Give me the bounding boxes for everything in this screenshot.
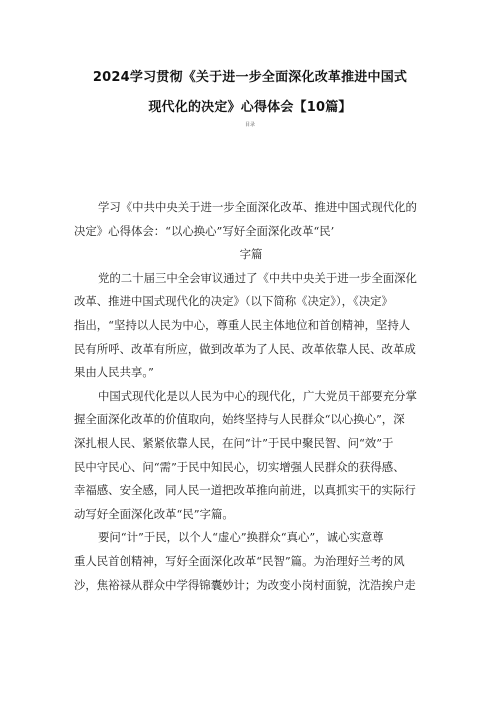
text-line: 重人民首创精神，写好全面深化改革“民智”篇。为治理好兰考的风 [74,553,405,568]
text-line: 党的二十届三中全会审议通过了《中共中央关于进一步全面深化 [98,270,417,285]
text-line: 深扎根人民、紧紧依靠人民，在问“计”于民中聚民智、问“效”于 [74,435,394,450]
document-title-line-1: 2024学习贯彻《关于进一步全面深化改革推进中国式 [92,70,408,85]
text-line: 动写好全面深化改革“民”字篇。 [74,506,234,521]
text-line: 民有所呼、改革有所应，做到改革为了人民、改革依靠人民、改革成 [74,341,416,356]
text-line: 中国式现代化是以人民为中心的现代化，广大党员干部要充分掌 [98,388,417,403]
document-title-line-2: 现代化的决定》心得体会【10篇】 [148,100,352,115]
text-line: 握全面深化改革的价值取向，始终坚持与人民群众“以心换心”，深 [74,412,405,427]
text-line: 幸福感、安全感，同人民一道把改革推向前进，以真抓实干的实际行 [74,483,416,498]
text-line: 字篇 [239,247,263,262]
text-line: 指出，“坚持以人民为中心，尊重人民主体地位和首创精神，坚持人 [74,317,411,332]
text-line: 改革、推进中国式现代化的决定》（以下简称《决定》），《决定》 [74,294,393,309]
text-line: 学习《中共中央关于进一步全面深化改革、推进中国式现代化的 [98,200,417,214]
body-text [74,196,428,597]
text-line: 果由人民共享。” [74,365,154,380]
text-line: 沙，焦裕禄从群众中学得锦囊妙计；为改变小岗村面貌，沈浩挨户走 [74,577,416,592]
toc-label: 目录 [244,122,255,128]
text-line: 民中守民心、问“需”于民中知民心，切实增强人民群众的获得感、 [74,459,405,474]
text-line: 要问“计”于民，以个人“虚心”换群众“真心”，诚心实意尊 [98,530,384,545]
text-line: 决定》心得体会：“以心换心”写好全面深化改革“民’ [74,223,335,238]
